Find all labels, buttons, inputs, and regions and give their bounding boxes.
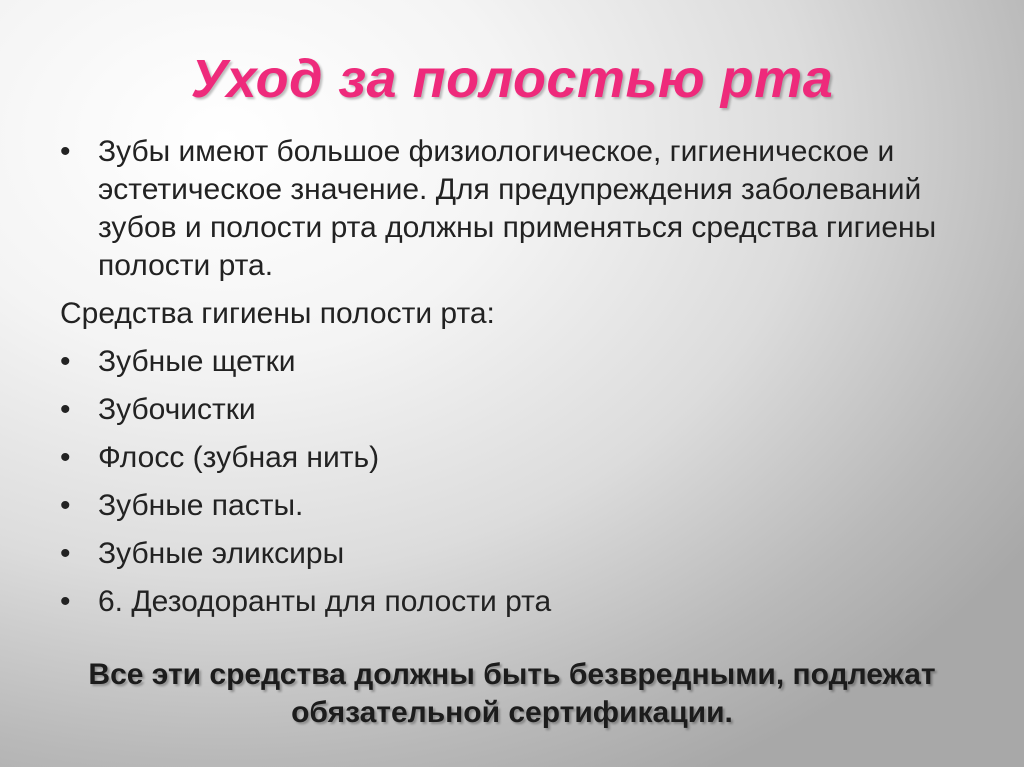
slide-body <box>60 133 970 631</box>
list-item-toothpastes <box>60 487 970 525</box>
list-item-toothpicks <box>60 391 970 429</box>
list-item-elixirs <box>60 535 970 573</box>
list-item-label: Флосс (зубная нить) <box>98 441 380 474</box>
list-item-floss <box>60 439 970 477</box>
bullet-icon: • <box>60 135 71 168</box>
list-item-label: 6. Дезодоранты для полости рта <box>98 585 552 618</box>
bullet-intro <box>60 133 970 285</box>
list-item-toothbrushes <box>60 343 970 381</box>
slide-title: Уход за полостью рта <box>190 49 834 109</box>
list-item-label: Зубные эликсиры <box>98 537 345 570</box>
intro-text: Зубы имеют большое физиологическое, гигиеническое и эстетическое значение. Для предупреждения заболеваний зубов и полости рта должны применяться средства гигиены полости рта. <box>98 135 937 282</box>
list-item-deodorants <box>60 583 970 621</box>
bullet-icon: • <box>60 537 71 570</box>
list-item-label: Зубные пасты. <box>98 489 304 522</box>
list-item-label: Зубные щетки <box>98 345 296 378</box>
list-heading: Средства гигиены полости рта: <box>60 297 495 330</box>
slide-footer-note: Все эти средства должны быть безвредными, подлежат обязательной сертификации. <box>88 658 936 729</box>
bullet-icon: • <box>60 393 71 426</box>
bullet-icon: • <box>60 489 71 522</box>
list-item-label: Зубочистки <box>98 393 256 426</box>
bullet-icon: • <box>60 441 71 474</box>
bullet-icon: • <box>60 345 71 378</box>
bullet-icon: • <box>60 585 71 618</box>
